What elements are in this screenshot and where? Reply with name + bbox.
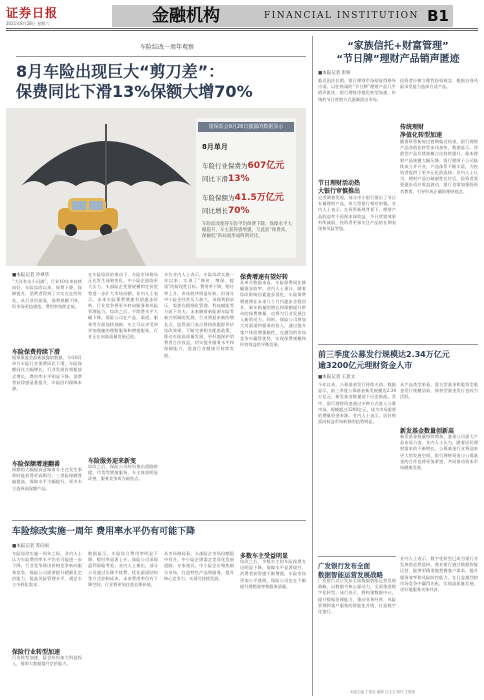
kicker-rule bbox=[16, 56, 306, 57]
infographic-row: 同比增长70% bbox=[202, 206, 250, 216]
body-text: 新发基金数量持续增加，基金公司加大产品布局力度。业内人士认为，随着居民理财需求的不断增长，公募基金行业将迎来更大的发展空间，银行理财资金与公募基金的合作也将更加紧密，共同推动资本市场健康发展。 bbox=[400, 434, 478, 471]
body-text: 业内人士表示，数字化转型已成为银行业发展的必然选择。商业银行通过数据智能运营，能够更精准地把握客户需求，提升服务效率和风险防控能力，在日益激烈的市场竞争中赢得先机，实现高质量发展，更好地服务实体经济。 bbox=[400, 556, 478, 593]
body-text: 多位业内人士表示，车险综改实施一年以来，实现了“降价、增保、提质”的阶段性目标。费用率下降，赔付率上升，市场秩序明显好转。但部分中小险企经营压力加大，承保利润承压，需要在精细化管理、科技赋能等方面下功夫。未来随着新能源车险等新兴领域的发展，行业将迎来新的增长点。监管部门表示将持续跟踪评估综改效果，不断完善相关配套政策，推动车险高质量发展，更好地保护消费者合法权益，切实提升服务水平和保障能力，促进行业健康可持续发展。 bbox=[164, 272, 234, 358]
body-text: 数据显示，车险综合费用率明显下降，赔付率显著上升，保险公司承保盈利面临考验。业内人士指出，部分公司通过压降手续费、优化渠道结构等方式控制成本，未来费用率仍有下降空间，行业将更加注重长期价值。 bbox=[88, 551, 158, 588]
subhead: 车险保额增速翻番 bbox=[12, 461, 61, 468]
body-text: 临近国庆长假，银行理财市场却显得格外冷清。以往热闹的“节日牌”理财产品几乎销声匿迹，银行理财净值化转型加速，传统的节日营销方式逐渐淡出市场。 bbox=[318, 78, 396, 102]
bottom-byline: ■本报记者 苏向杲 bbox=[12, 544, 50, 549]
body-text: “大河有水小河满”。行业10年来持续向好，车险综改以来，保费下降、保障提升，消费者得到了实实在在的好处。从行业层面看，保费规模下降，但市场更趋规范，费用率持续走低。 bbox=[12, 279, 82, 309]
lead-headline-line-1: 8月车险出现巨大“剪刀差”： bbox=[16, 62, 225, 81]
body-text: 综改之后，多数车主的车险保费支出明显下降，保障水平显著提升。消费者获得感不断增强，车险市场更加公平透明，保险公司也在不断提升理赔效率和服务质量。 bbox=[240, 559, 306, 589]
body-text: 记者调查发现，部分中小银行推出了节日专属理财产品，但大型银行相对审慎。业内人士表示，在资管新规背景下，理财产品收益率不再保本保收益，节日营销效果有所减弱，投资者更加关注产品的长期表现和风险等级。 bbox=[318, 195, 396, 232]
lead-headline bbox=[16, 62, 306, 102]
lead-kicker: 车险综改一周年观察 bbox=[140, 44, 195, 51]
subhead: 保险行业转型加速 bbox=[12, 649, 61, 656]
lead-headline-line-2: 保费同比下滑13%保额大增70% bbox=[16, 82, 253, 101]
subhead: 节日理财活动热 bbox=[318, 180, 361, 187]
right-headline-2: 前三季度公募发行规模达2.34万亿元 逾3200亿元理财资金人市 bbox=[318, 350, 450, 370]
subhead: 净值化转型加速 bbox=[400, 132, 443, 139]
infographic-month: 8月单月 bbox=[202, 143, 228, 151]
page-footer: 本版主编 于德良 编辑 白宝玉 制作 王敬涛 bbox=[350, 690, 416, 694]
infographic-title: 银保监会9月26日披露的数据显示 bbox=[198, 122, 294, 132]
subhead: 车险保费持续下滑 bbox=[12, 349, 61, 356]
infographic-row: 车险行业保费为607亿元 bbox=[202, 161, 285, 171]
subhead: 新发基金数量创新高 bbox=[400, 428, 455, 435]
header-rule-secondary bbox=[6, 30, 478, 31]
infographic-row: 车险保额为41.5万亿元 bbox=[202, 193, 284, 203]
subhead: 保费增速有望好转 bbox=[240, 274, 289, 281]
right-byline-1: ■本报记者 彭妍 bbox=[318, 71, 351, 76]
newspaper-logo: 证券日报 bbox=[6, 6, 59, 20]
body-text: 随着资管新规过渡期临近结束，银行理财产品净值化转型步伐加快。数据显示，净值型产品存续规模占比持续提升，保本理财产品规模大幅压降。银行理财子公司陆续成立并开业，产品体系不断丰富，为投资者提供了更多元化的选择。业内人士认为，理财产品打破刚性兑付后，投资者需要逐步适应收益波动，银行也需加强投资者教育，引导形成正确的理财观念。 bbox=[400, 139, 478, 194]
column-divider bbox=[312, 36, 313, 696]
body-text: 投资者应树立理性投资观念，根据自身风险承受能力选择合适产品。 bbox=[400, 78, 478, 90]
page-number: B1 bbox=[427, 7, 449, 25]
section-title: 金融机构 bbox=[152, 6, 220, 26]
body-text: 车险综改实施一周年之际，业内人士认为车险费用率水平仍有可能进一步下降。行业竞争将由价格竞争转向服务竞争，保险公司需要提升精细化定价能力，提高风险管理水平，满足车主多样化需求。 bbox=[12, 551, 82, 588]
section-banner bbox=[112, 5, 453, 27]
body-text: 从单月数据来看，车险保费同比降幅逐步收窄。业内人士预计，随着综改影响因素逐步消化，车险保费增速将在未来几个月内逐步企稳回升。新车销量的增长和保额提升带动的保费增量，也将为行业发展注入新的动力。同时，保险公司将加大对渠道和服务的投入，通过提升客户体验增强黏性，在激烈的市场竞争中赢得优势，实现保费规模和经营效益的平衡发展。 bbox=[240, 280, 306, 348]
issue-date: 2021年8月28日 星期六 bbox=[6, 21, 50, 26]
subhead: 传统理财 bbox=[400, 124, 425, 131]
right-headline-1: “家族信托+财富管理” “节日牌”理财产品销声匿迹 bbox=[336, 41, 460, 65]
right-headline-3: 广发银行发布全面 数据智能运营发展战略 bbox=[318, 562, 383, 579]
infographic-panel bbox=[196, 118, 296, 258]
lead-byline: ■本报记者 冷翠华 bbox=[12, 273, 50, 278]
body-text: 综改之后，保险公司纷纷推出道路救援、代驾等增值服务，车主体验明显改善，服务竞争成为新焦点。 bbox=[88, 464, 158, 482]
section-english-title: FINANCIAL INSTITUTION bbox=[264, 11, 419, 21]
body-text: 从产品类型来看，混合型基金和股票型基金发行规模居前，债券型基金发行也较为活跃。 bbox=[400, 382, 478, 400]
subhead: 大银行审慎推出 bbox=[318, 188, 361, 195]
body-text: 保额的大幅提高意味着车主在发生事故时能获得更高赔付。三者险保额普遍提高，保障水平大幅提升，更多车主选择高保额产品。 bbox=[12, 467, 82, 491]
right-byline-2: ■本报记者 王思文 bbox=[318, 375, 356, 380]
body-text: 行业转型加速，险企纷纷加大科技投入，借助大数据提升定价能力。 bbox=[12, 655, 82, 667]
infographic-note: 车险综改使得车险平均保费下降，保障水平大幅提升，车主获得感增强，与此前“保费高、保额低”的局面形成鲜明对比。 bbox=[202, 222, 292, 239]
section-rule bbox=[318, 344, 478, 345]
body-text: 在车险综改的推动下，车险市场格局正在发生深刻变化。中小险企面临更大压力，头部险企凭借规模和定价优势进一步扩大市场份额。业内人士表示，未来车险保费增速有望逐步好转，行业竞争将更多转向服务和风险管理能力。综改之后，手续费水平大幅下降，保险公司在产品、渠道、服务等方面加快创新，车主可以享受到更加便捷的理赔服务和增值服务，行业正在向高质量发展迈进。 bbox=[88, 272, 158, 340]
bottom-headline: 车险综改实施一周年 费用率水平仍有可能下降 bbox=[12, 527, 196, 537]
body-text: 据银保监会最新披露的数据，今年8月单月车险行业保费同比下滑，车险保额同比大幅增长。行业发展告别粗放式增长，费用率水平明显下降，消费者获得感显著提升，车险回归保障本源。 bbox=[12, 355, 82, 392]
header-rule bbox=[6, 28, 478, 29]
body-text: 广发银行近日发布全面数据智能运营发展战略，以数据为核心驱动力，全面推进数字化转型。该行表示，将构建数据中台，提升数据治理能力，推动业务经营、风险管理和客户服务的智能化升级，打造数字化银行。 bbox=[318, 578, 396, 615]
subhead: 车险服务迎来新变 bbox=[88, 458, 137, 465]
body-text: 今年以来，公募基金发行持续火热。数据显示，前三季度公募基金新发规模达2.34万亿元，新发基金数量创下历史新高。其中，银行理财资金通过多种方式进入公募市场，规模超过3200亿元，成为市场重要的增量资金来源。业内人士表示，居民财富向权益市场转移的趋势明显。 bbox=[318, 382, 396, 425]
umbrella-car-illustration bbox=[16, 116, 196, 266]
section-rule bbox=[12, 520, 306, 521]
section-rule bbox=[318, 556, 396, 557]
infographic-row: 同比下滑13% bbox=[202, 174, 250, 184]
subhead: 多数车主受益明显 bbox=[240, 553, 289, 560]
body-text: 从市场格局看，头部险企市场份额稳中有升，中小险企则需走差异化发展道路。专家建议，中小险企应聚焦细分市场，打造特色产品和服务，提升核心竞争力，实现可持续发展。 bbox=[164, 551, 234, 581]
lead-image bbox=[6, 108, 306, 266]
